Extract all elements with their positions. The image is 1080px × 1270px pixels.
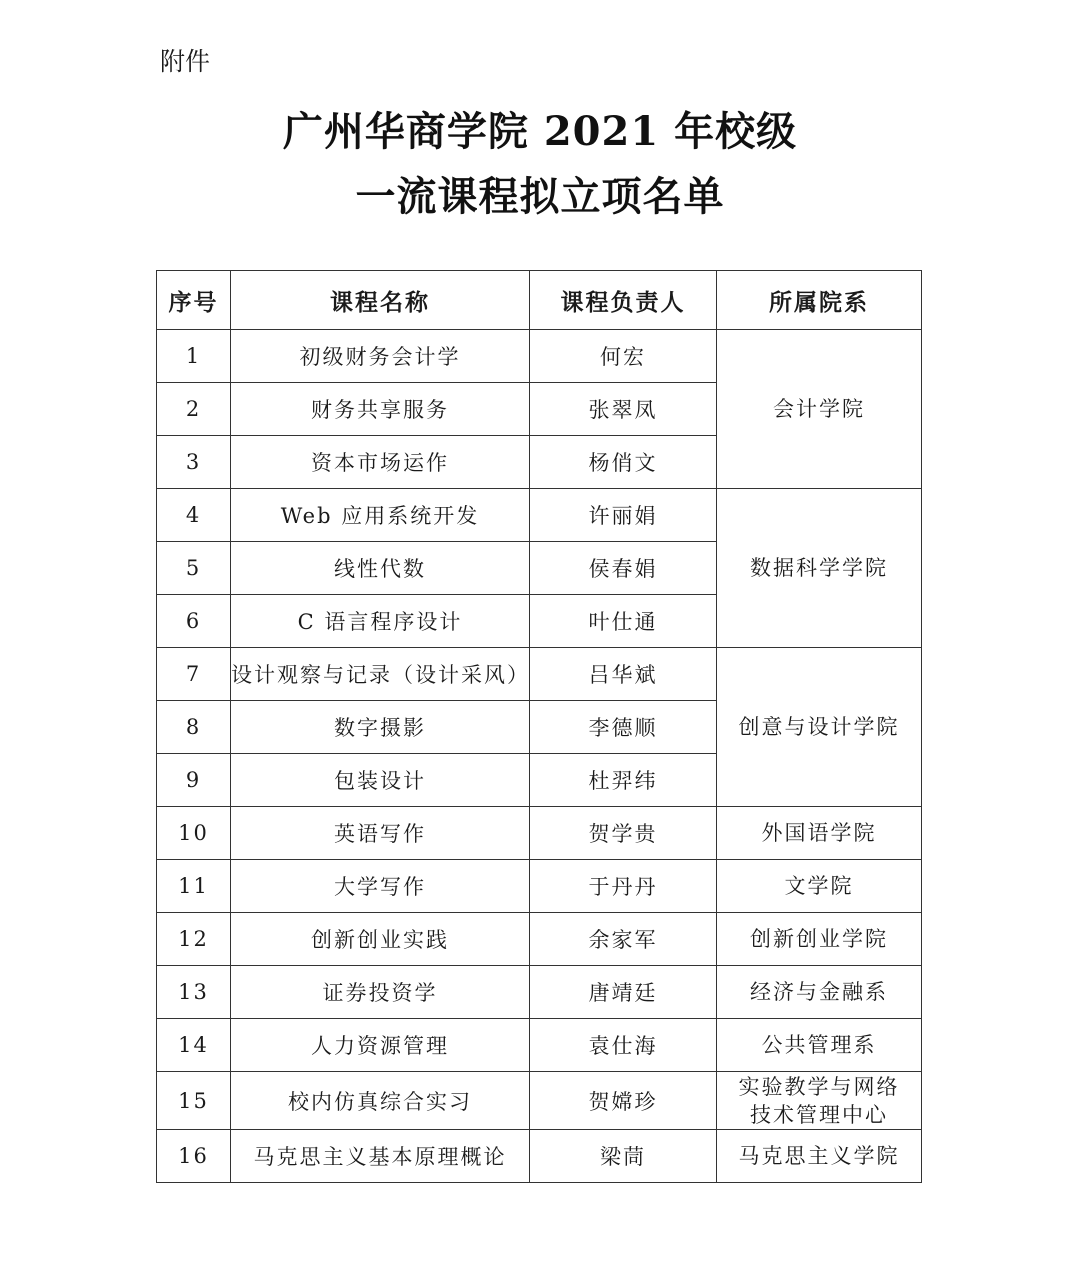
- cell-leader: 李德顺: [530, 701, 717, 754]
- table-header-row: [157, 271, 922, 330]
- header-leader: 课程负责人: [530, 271, 717, 330]
- cell-index: 8: [157, 701, 231, 754]
- cell-department: 外国语学院: [717, 807, 922, 860]
- course-list-table: [156, 270, 922, 1183]
- cell-department: [717, 1072, 922, 1130]
- cell-department: 经济与金融系: [717, 966, 922, 1019]
- cell-leader: 梁茼: [530, 1130, 717, 1183]
- cell-leader: 唐靖廷: [530, 966, 717, 1019]
- cell-department: 会计学院: [717, 330, 922, 489]
- cell-leader: 袁仕海: [530, 1019, 717, 1072]
- cell-leader: 张翠凤: [530, 383, 717, 436]
- table-row: [157, 1072, 922, 1130]
- cell-index: 11: [157, 860, 231, 913]
- cell-index: 9: [157, 754, 231, 807]
- table-row: [157, 1130, 922, 1183]
- cell-course: Web 应用系统开发: [231, 489, 530, 542]
- cell-course: C 语言程序设计: [231, 595, 530, 648]
- table-row: [157, 1019, 922, 1072]
- document-title-line2: 一流课程拟立项名单: [355, 173, 725, 220]
- cell-index: 15: [157, 1072, 231, 1130]
- cell-course: 大学写作: [231, 860, 530, 913]
- cell-department: 数据科学学院: [717, 489, 922, 648]
- cell-index: 16: [157, 1130, 231, 1183]
- table-row: [157, 489, 922, 542]
- cell-leader: 侯春娟: [530, 542, 717, 595]
- cell-index: 5: [157, 542, 231, 595]
- cell-course: 创新创业实践: [231, 913, 530, 966]
- cell-course: 财务共享服务: [231, 383, 530, 436]
- cell-course: 包装设计: [231, 754, 530, 807]
- cell-index: 13: [157, 966, 231, 1019]
- cell-index: 10: [157, 807, 231, 860]
- cell-department: 马克思主义学院: [717, 1130, 922, 1183]
- cell-leader: 何宏: [530, 330, 717, 383]
- table-row: [157, 807, 922, 860]
- table-row: [157, 913, 922, 966]
- cell-index: 12: [157, 913, 231, 966]
- cell-index: 4: [157, 489, 231, 542]
- cell-department: 文学院: [717, 860, 922, 913]
- header-course: 课程名称: [231, 271, 530, 330]
- cell-course: 资本市场运作: [231, 436, 530, 489]
- cell-course: 线性代数: [231, 542, 530, 595]
- attachment-label: 附件: [160, 47, 211, 76]
- cell-index: 7: [157, 648, 231, 701]
- cell-department: 创意与设计学院: [717, 648, 922, 807]
- cell-leader: 余家军: [530, 913, 717, 966]
- department-line2: 技术管理中心: [750, 1102, 888, 1127]
- table-row: [157, 648, 922, 701]
- cell-course: 设计观察与记录（设计采风）: [231, 648, 530, 701]
- cell-course: 英语写作: [231, 807, 530, 860]
- cell-department: 公共管理系: [717, 1019, 922, 1072]
- cell-course: 校内仿真综合实习: [231, 1072, 530, 1130]
- cell-leader: 吕华斌: [530, 648, 717, 701]
- cell-leader: 杨俏文: [530, 436, 717, 489]
- header-department: 所属院系: [717, 271, 922, 330]
- cell-index: 6: [157, 595, 231, 648]
- cell-index: 14: [157, 1019, 231, 1072]
- cell-leader: 许丽娟: [530, 489, 717, 542]
- table-row: [157, 330, 922, 383]
- cell-course: 人力资源管理: [231, 1019, 530, 1072]
- cell-index: 3: [157, 436, 231, 489]
- cell-department: 创新创业学院: [717, 913, 922, 966]
- cell-index: 2: [157, 383, 231, 436]
- cell-leader: 贺嫦珍: [530, 1072, 717, 1130]
- cell-leader: 于丹丹: [530, 860, 717, 913]
- header-index: 序号: [157, 271, 231, 330]
- cell-leader: 贺学贵: [530, 807, 717, 860]
- department-line1: 实验教学与网络: [738, 1074, 900, 1099]
- cell-course: 初级财务会计学: [231, 330, 530, 383]
- table-row: [157, 860, 922, 913]
- cell-course: 数字摄影: [231, 701, 530, 754]
- table-row: [157, 966, 922, 1019]
- document-title-line1: 广州华商学院 2021 年校级: [282, 108, 798, 155]
- cell-index: 1: [157, 330, 231, 383]
- cell-course: 马克思主义基本原理概论: [231, 1130, 530, 1183]
- cell-leader: 叶仕通: [530, 595, 717, 648]
- cell-leader: 杜羿纬: [530, 754, 717, 807]
- cell-course: 证券投资学: [231, 966, 530, 1019]
